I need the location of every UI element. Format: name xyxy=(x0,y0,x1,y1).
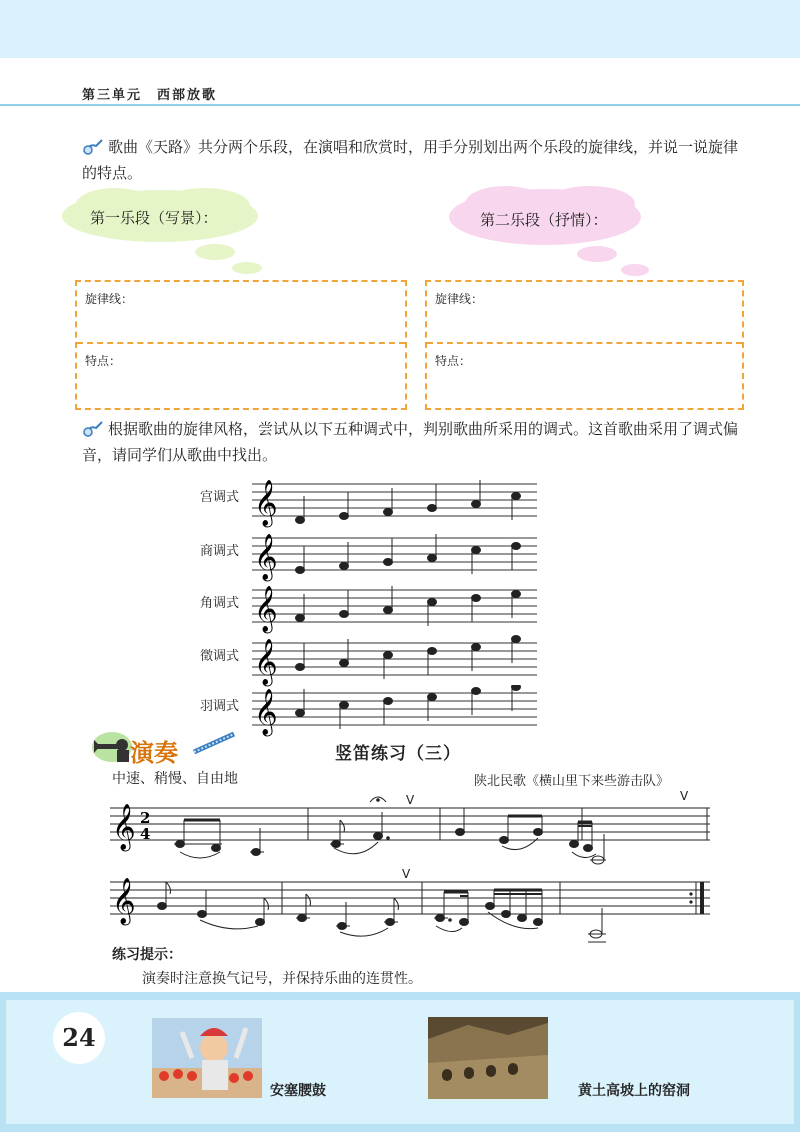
pencil-icon xyxy=(190,730,238,756)
cloud-left xyxy=(55,186,275,276)
svg-text:𝄞: 𝄞 xyxy=(254,534,278,580)
svg-text:𝄞: 𝄞 xyxy=(254,586,278,632)
svg-text:V: V xyxy=(406,793,415,807)
tempo-marking: 中速、稍慢、自由地 xyxy=(112,771,238,787)
caption-cave-dwellings: 黄土高坡上的窑洞 xyxy=(578,1083,690,1099)
cloud-right-label: 第二乐段（抒情）： xyxy=(480,211,608,229)
box-divider xyxy=(77,342,405,344)
melody-label-left: 旋律线： xyxy=(85,292,134,306)
page-number: 24 xyxy=(53,1012,105,1064)
photo-ansai-waist-drum xyxy=(152,1018,262,1098)
feature-label-left: 特点： xyxy=(85,354,122,368)
svg-text:𝄞: 𝄞 xyxy=(112,878,136,924)
photo-cave-dwellings xyxy=(428,1017,548,1099)
staff-jue xyxy=(252,582,540,638)
question-2 xyxy=(82,416,742,468)
trumpet-player-icon xyxy=(90,730,134,764)
question-1-text: 歌曲《天路》共分两个乐段，在演唱和欣赏时，用手分别划出两个乐段的旋律线，并说一说旋律的特点。 xyxy=(82,138,739,182)
staff-shang xyxy=(252,530,540,586)
score-line-2 xyxy=(110,862,715,948)
staff-zhi xyxy=(252,635,540,691)
caption-ansai-waist-drum: 安塞腰鼓 xyxy=(270,1083,326,1099)
piece-title: 竖笛练习（三） xyxy=(335,744,461,764)
header-rule xyxy=(0,104,800,106)
horn-icon xyxy=(82,137,104,155)
scale-yu xyxy=(200,685,540,741)
scale-gong xyxy=(200,476,540,532)
answer-box-right[interactable] xyxy=(425,280,744,410)
tips-text: 演奏时注意换气记号，并保持乐曲的连贯性。 xyxy=(142,971,422,987)
scale-name: 角调式 xyxy=(200,596,240,611)
scale-name: 羽调式 xyxy=(200,699,240,714)
scale-zhi xyxy=(200,635,540,691)
song-source: 陕北民歌《横山里下来些游击队》 xyxy=(474,774,670,789)
staff-gong xyxy=(252,476,540,532)
svg-text:V: V xyxy=(402,867,411,881)
cloud-left-label: 第一乐段（写景）： xyxy=(90,209,218,227)
unit-header: 第三单元 西部放歌 xyxy=(82,88,218,103)
tips-title: 练习提示： xyxy=(112,947,182,963)
box-divider xyxy=(427,342,742,344)
question-2-text: 根据歌曲的旋律风格，尝试从以下五种调式中，判别歌曲所采用的调式。这首歌曲采用了调式偏音，请同学们从歌曲中找出。 xyxy=(82,420,739,464)
horn-icon xyxy=(82,419,104,437)
svg-text:𝄞: 𝄞 xyxy=(254,689,278,735)
feature-label-right: 特点： xyxy=(435,354,472,368)
scale-shang xyxy=(200,530,540,586)
perform-label: 演奏 xyxy=(130,738,178,767)
staff-yu xyxy=(252,685,540,741)
svg-text:𝄞: 𝄞 xyxy=(254,480,278,526)
svg-text:𝄞: 𝄞 xyxy=(254,639,278,685)
time-signature-top: 2 xyxy=(140,809,151,827)
answer-box-left[interactable] xyxy=(75,280,407,410)
time-signature-bottom: 4 xyxy=(140,825,151,843)
scale-name: 商调式 xyxy=(200,544,240,559)
melody-label-right: 旋律线： xyxy=(435,292,484,306)
question-1 xyxy=(82,134,742,186)
score-line-1 xyxy=(110,788,715,868)
svg-text:V: V xyxy=(680,789,689,803)
scale-jue xyxy=(200,582,540,638)
footer-panel xyxy=(6,1000,794,1124)
scale-name: 宫调式 xyxy=(200,490,240,505)
scale-name: 徵调式 xyxy=(200,649,240,664)
svg-text:𝄞: 𝄞 xyxy=(112,804,136,850)
top-band xyxy=(0,0,800,58)
